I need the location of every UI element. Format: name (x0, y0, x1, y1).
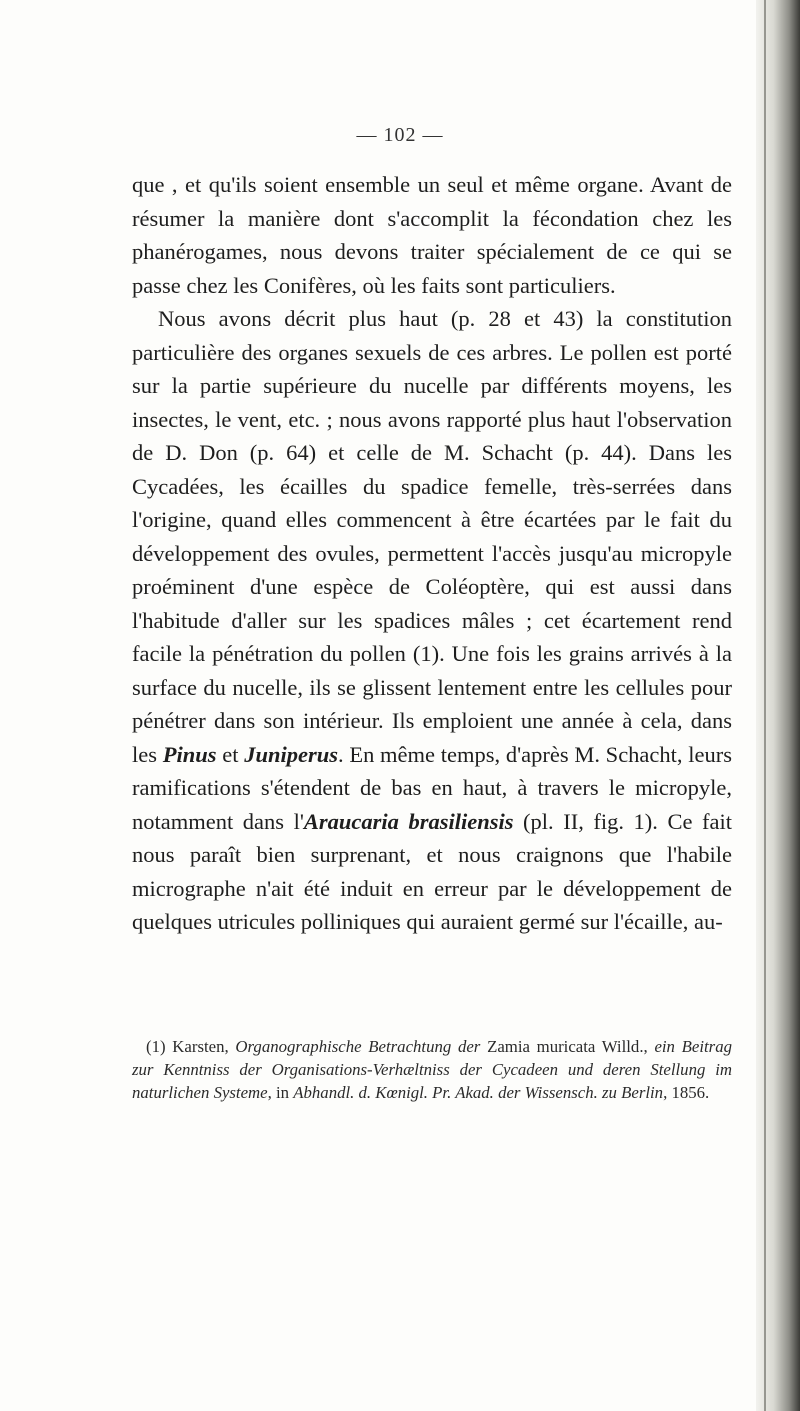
footnote-italic: Organographische Betrachtung der (235, 1037, 481, 1056)
body-text (132, 168, 732, 939)
footnote-italic: ein Beitrag zur Kenntniss der Organisations-Verhæltniss der Cycadeen und deren Stellung im naturlichen Systeme (132, 1037, 732, 1102)
paragraph (132, 302, 732, 939)
italic-term: Juniperus (244, 741, 338, 767)
binding-shadow-line (764, 0, 766, 1411)
text-segment: . En même temps, d'après M. Schacht, leurs ramifications s'étendent de bas en haut, à travers le micropyle, notamment dans l' (132, 741, 732, 834)
footnote (132, 1035, 732, 1104)
footnote-segment: Zamia muricata Willd., (480, 1037, 655, 1056)
text-segment: (pl. II, fig. 1). Ce fait nous paraît bien surprenant, et nous craignons que l'habile micrographe n'ait été induit en erreur par le développement de quelques utricules polliniques qui auraient germé sur l'écaille, au- (132, 808, 732, 934)
footnote-segment: (1) Karsten, (146, 1037, 236, 1056)
page-number: — 102 — (356, 124, 444, 146)
italic-term: Araucaria brasiliensis (303, 808, 514, 834)
page-binding-edge (756, 0, 800, 1411)
footnote-segment: , in (267, 1083, 294, 1102)
text-segment: Nous avons décrit plus haut (p. 28 et 43) la constitution particulière des organes sexuels de ces arbres. Le pollen est porté sur la partie supérieure du nucelle par différents moyens, les insectes, le vent, etc. ; nous avons rapporté plus haut l'observation de D. Don (p. 64) et celle de M. Schacht (p. 44). Dans les Cycadées, les écailles du spadice femelle, très-serrées dans l'origine, quand elles commencent à être écartées par le fait du développement des ovules, permettent l'accès jusqu'au micropyle proéminent d'une espèce de Coléoptère, qui est aussi dans l'habitude d'aller sur les spadices mâles ; cet écartement rend facile la pénétration du pollen (1). Une fois les grains arrivés à la surface du nucelle, ils se glissent lentement entre les cellules pour pénétrer dans son intérieur. Ils emploient une année à cela, dans les (132, 306, 732, 767)
italic-term: Pinus (162, 741, 217, 767)
paragraph (132, 168, 732, 302)
footnote-italic: Abhandl. d. Kœnigl. Pr. Akad. der Wissensch. zu Berlin (293, 1083, 664, 1102)
text-segment: que , et qu'ils soient ensemble un seul et même organe. Avant de résumer la manière dont s'accomplit la fécondation chez les phanérogames, nous devons traiter spécialement de ce qui se passe chez les Conifères, où les faits sont particuliers. (132, 172, 732, 298)
footnote-segment: , 1856. (663, 1083, 710, 1102)
text-segment: et (216, 741, 245, 767)
